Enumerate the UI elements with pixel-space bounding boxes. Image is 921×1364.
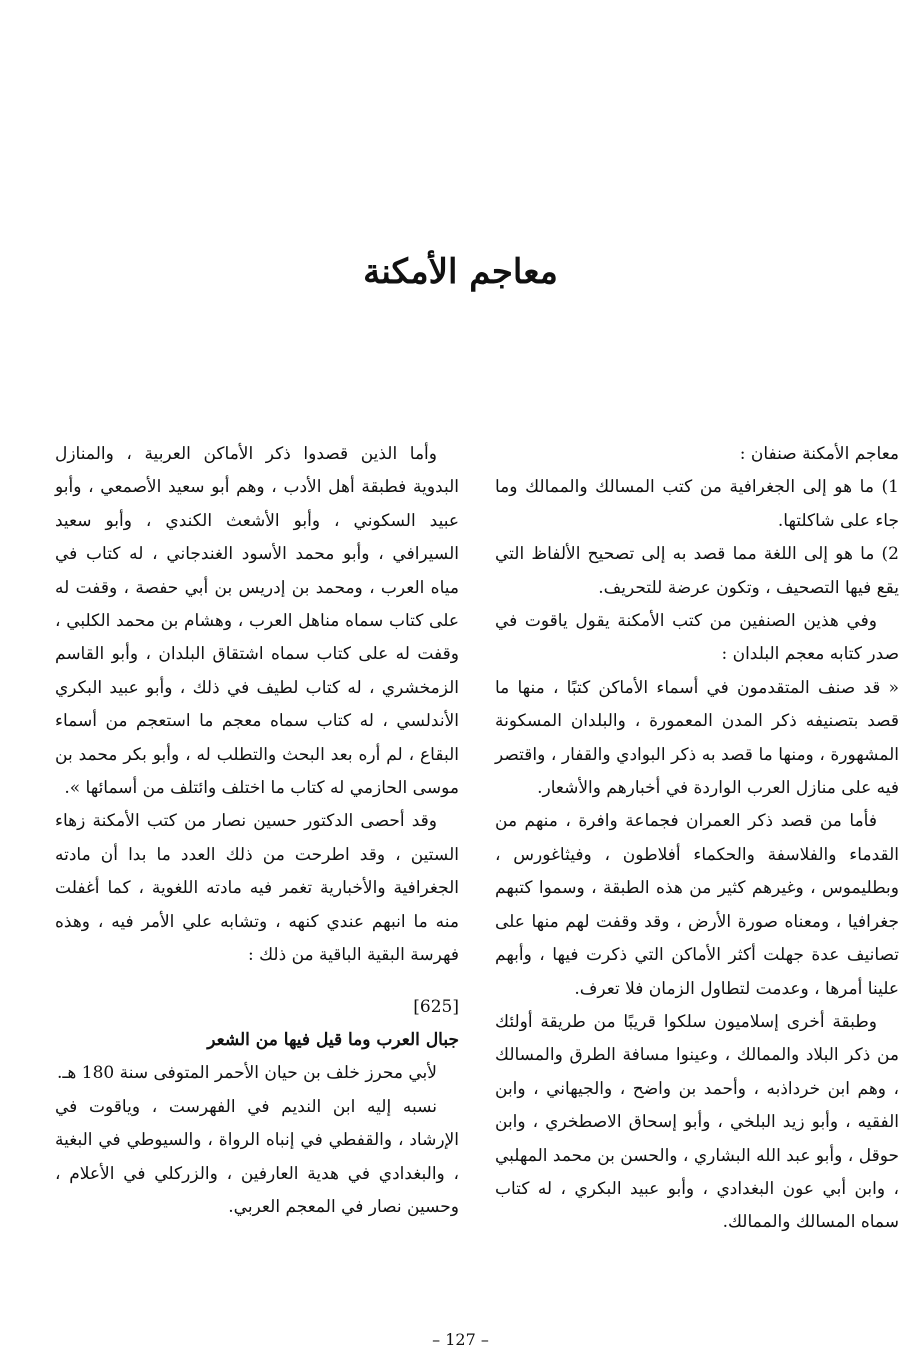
right-column — [495, 438, 899, 1240]
paragraph: 2) ما هو إلى اللغة مما قصد به إلى تصحيح الألفاظ التي يقع فيها التصحيف ، وتكون عرضة للتحريف. — [495, 544, 899, 598]
page-number: – 127 – — [432, 1330, 489, 1349]
paragraph: وأما الذين قصدوا ذكر الأماكن العربية ، والمنازل البدوية فطبقة أهل الأدب ، وهم أبو سعيد الأصمعي ، وأبو عبيد السكوني ، وأبو الأشعث الكندي ، وأبو سعيد السيرافي ، وأبو محمد الأسود الغندجاني ، له كتاب في مياه العرب ، ومحمد بن إدريس بن أبي حفصة ، وقفت له على كتاب سماه مناهل العرب ، وهشام بن محمد الكلبي ، وقفت له على كتاب سماه اشتقاق البلدان ، وأبو القاسم الزمخشري ، له كتاب لطيف في ذلك ، وأبو عبيد البكري الأندلسي ، له كتاب سماه معجم ما استعجم من أسماء البقاع ، لم أره بعد البحث والتطلب له ، وأبو بكر محمد بن موسى الحازمي له كتاب ما اختلف وائتلف من أسمائها ». — [55, 444, 459, 799]
paragraph: فأما من قصد ذكر العمران فجماعة وافرة ، منهم من القدماء والفلاسفة والحكماء أفلاطون ، وفيثاغورس ، وبطليموس ، وغيرهم كثير من هذه الطبقة ، وسموا كتبهم جغرافيا ، ومعناه صورة الأرض ، وقد وقفت لهم منها على تصانيف عدة جهلت أكثر الأماكن التي ذكرت فيها ، وأبهم علينا أمرها ، وعدمت لتطاول الزمان فلا تعرف. — [495, 811, 899, 999]
left-column — [55, 438, 459, 1224]
paragraph: 1) ما هو إلى الجغرافية من كتب المسالك والممالك وما جاء على شاكلتها. — [495, 477, 899, 531]
entry-number: [625] — [413, 996, 459, 1017]
paragraph: وفي هذين الصنفين من كتب الأمكنة يقول ياقوت في صدر كتابه معجم البلدان : — [495, 611, 899, 665]
paragraph: وقد أحصى الدكتور حسين نصار من كتب الأمكنة زهاء الستين ، وقد اطرحت من ذلك العدد ما بدا أن مادته الجغرافية والأخبارية تغمر فيه مادته اللغوية ، كما أغفلت منه ما انبهم عندي كنهه ، وتشابه علي الأمر فيه ، وهذه فهرسة البقية الباقية من ذلك : — [55, 811, 459, 966]
page-title: معاجم الأمكنة — [363, 252, 558, 292]
entry-author: لأبي محرز خلف بن حيان الأحمر المتوفى سنة 180 هـ. — [57, 1063, 437, 1084]
paragraph: « قد صنف المتقدمون في أسماء الأماكن كتبًا ، منها ما قصد بتصنيفه ذكر المدن المعمورة ، والبلدان المسكونة المشهورة ، ومنها ما قصد به ذكر البوادي والقفار ، واقتصر فيه على منازل العرب الواردة في أخبارهم والأشعار. — [495, 677, 899, 799]
entry-note: نسبه إليه ابن النديم في الفهرست ، وياقوت في الإرشاد ، والقفطي في إنباه الرواة ، والسيوطي في البغية ، والبغدادي في هدية العارفين ، والزركلي في الأعلام ، وحسين نصار في المعجم العربي. — [55, 1096, 459, 1217]
paragraph: وطبقة أخرى إسلاميون سلكوا قريبًا من طريقة أولئك من ذكر البلاد والممالك ، وعينوا مسافة الطرق والمسالك ، وهم ابن خرداذبه ، وأحمد بن واضح ، والجيهاني ، وابن الفقيه ، وأبو زيد البلخي ، وأبو إسحاق الاصطخري ، وابن حوقل ، وأبو عبد الله البشاري ، والحسن بن محمد المهلبي ، وابن أبي عون البغدادي ، وأبو عبيد البكري ، له كتاب سماه المسالك والممالك. — [495, 1011, 899, 1233]
paragraph: معاجم الأمكنة صنفان : — [739, 444, 899, 464]
entry-heading: جبال العرب وما قيل فيها من الشعر — [207, 1029, 459, 1050]
